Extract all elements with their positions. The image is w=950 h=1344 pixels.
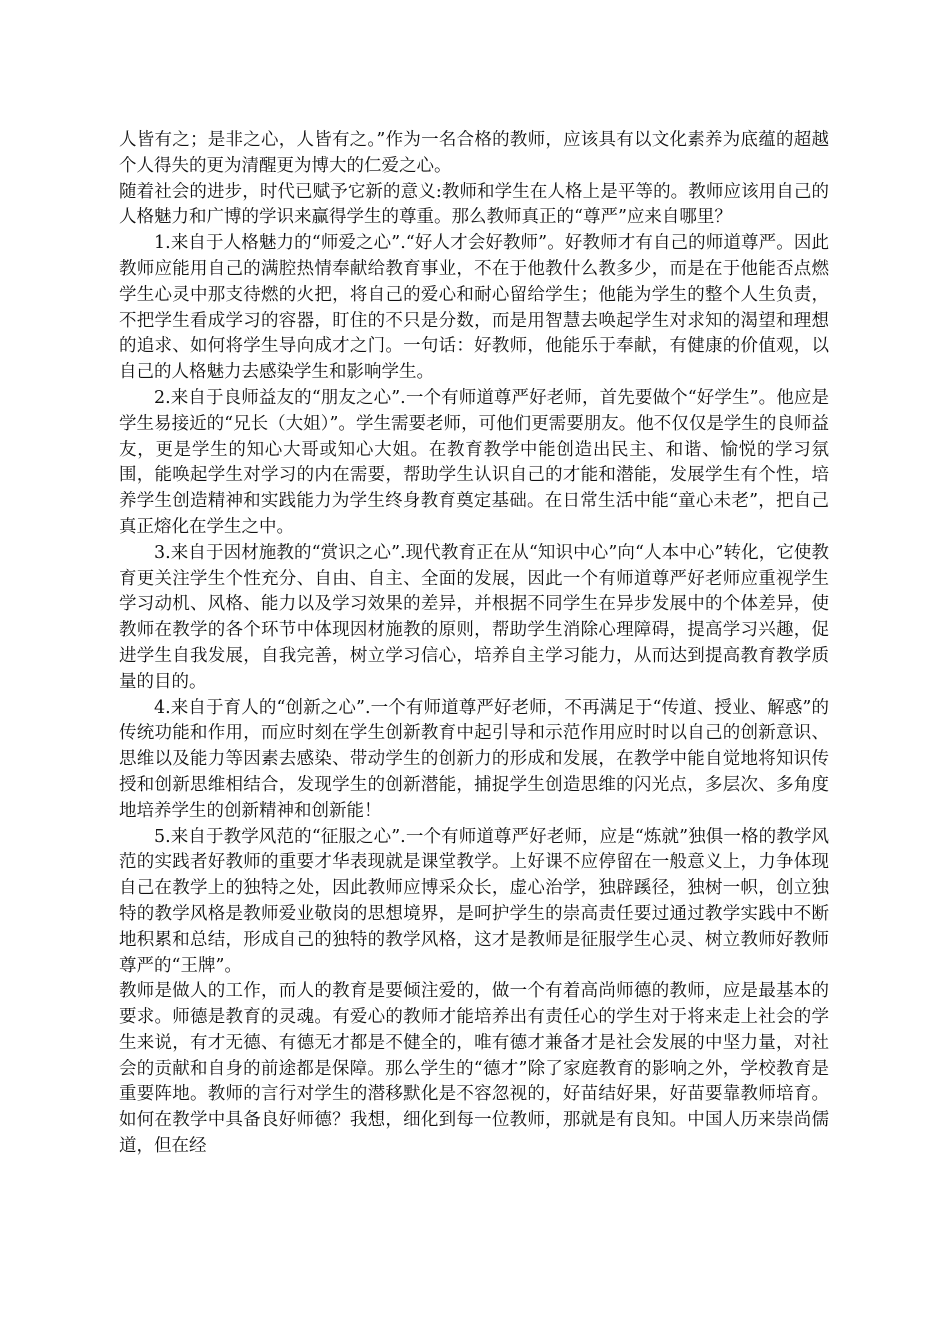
paragraph-point-2: 2.来自于良师益友的“朋友之心”.一个有师道尊严好老师，首先要做个“好学生”。他应是学生易接近的“兄长（大姐）”。学生需要老师，可他们更需要朋友。他不仅仅是学生的良师益友，更是学生的知心大哥或知心大姐。在教育教学中能创造出民主、和谐、愉悦的学习氛围，能唤起学生对学习的内在需要，帮助学生认识自己的才能和潜能，发展学生有个性，培养学生创造精神和实践能力为学生终身教育奠定基础。在日常生活中能“童心未老”，把自己真正熔化在学生之中。 bbox=[119, 387, 829, 537]
document-body bbox=[119, 128, 829, 1160]
paragraph-teacher-ethics: 教师是做人的工作，而人的教育是要倾注爱的，做一个有着高尚师德的教师，应是最基本的要求。师德是教育的灵魂。有爱心的教师才能培养出有责任心的学生对于将来走上社会的学生来说，有才无德、有德无才都是不健全的，唯有德才兼备才是社会发展的中坚力量，对社会的贡献和自身的前途都是保障。那么学生的“德才”除了家庭教育的影响之外，学校教育是重要阵地。教师的言行对学生的潜移默化是不容忽视的，好苗结好果，好苗要靠教师培育。如何在教学中具备良好师德？我想，细化到每一位教师，那就是有良知。中国人历来崇尚儒道，但在经 bbox=[119, 981, 829, 1157]
paragraph-intro-continuation: 人皆有之；是非之心，人皆有之。”作为一名合格的教师，应该具有以文化素养为底蕴的超越个人得失的更为清醒更为博大的仁爱之心。 bbox=[119, 130, 829, 176]
paragraph-social-progress: 随着社会的进步，时代已赋予它新的意义:教师和学生在人格上是平等的。教师应该用自己的人格魅力和广博的学识来赢得学生的尊重。那么教师真正的“尊严”应来自哪里？ bbox=[119, 181, 829, 228]
paragraph-point-1: 1.来自于人格魅力的“师爱之心”.“好人才会好教师”。好教师才有自己的师道尊严。因此教师应能用自己的满腔热情奉献给教育事业，不在于他教什么教多少，而是在于他能否点燃学生心灵中那支待燃的火把，将自己的爱心和耐心留给学生；他能为学生的整个人生负责，不把学生看成学习的容器，盯住的不只是分数，而是用智慧去唤起学生对求知的渴望和理想的追求、如何将学生导向成才之门。一句话：好教师，他能乐于奉献，有健康的价值观，以自己的人格魅力去感染学生和影响学生。 bbox=[119, 233, 829, 383]
paragraph-point-5: 5.来自于教学风范的“征服之心”.一个有师道尊严好老师，应是“炼就”独俱一格的教学风范的实践者好教师的重要才华表现就是课堂教学。上好课不应停留在一般意义上，力争体现自己在教学上的独特之处，因此教师应博采众长，虚心治学，独辟蹊径，独树一帜，创立独特的教学风格是教师爱业敬岗的思想境界，是呵护学生的崇高责任要过通过教学实践中不断地积累和总结，形成自己的独特的教学风格，这才是教师是征服学生心灵、树立教师好教师尊严的“王牌”。 bbox=[119, 826, 829, 976]
paragraph-point-4: 4.来自于育人的“创新之心”.一个有师道尊严好老师，不再满足于“传道、授业、解惑”的传统功能和作用，而应时刻在学生创新教育中起引导和示范作用应时时以自己的创新意识、思维以及能力等因素去感染、带动学生的创新力的形成和发展，在教学中能自觉地将知识传授和创新思维相结合，发现学生的创新潜能，捕捉学生创造思维的闪光点，多层次、多角度地培养学生的创新精神和创新能！ bbox=[119, 697, 829, 821]
paragraph-point-3: 3.来自于因材施教的“赏识之心”.现代教育正在从“知识中心”向“人本中心”转化，它使教育更关注学生个性充分、自由、自主、全面的发展，因此一个有师道尊严好老师应重视学生学习动机、风格、能力以及学习效果的差异，并根据不同学生在异步发展中的个体差异，使教师在教学的各个环节中体现因材施教的原则，帮助学生消除心理障碍，提高学习兴趣，促进学生自我发展，自我完善，树立学习信心，培养自主学习能力，从而达到提高教育教学质量的目的。 bbox=[119, 542, 829, 692]
